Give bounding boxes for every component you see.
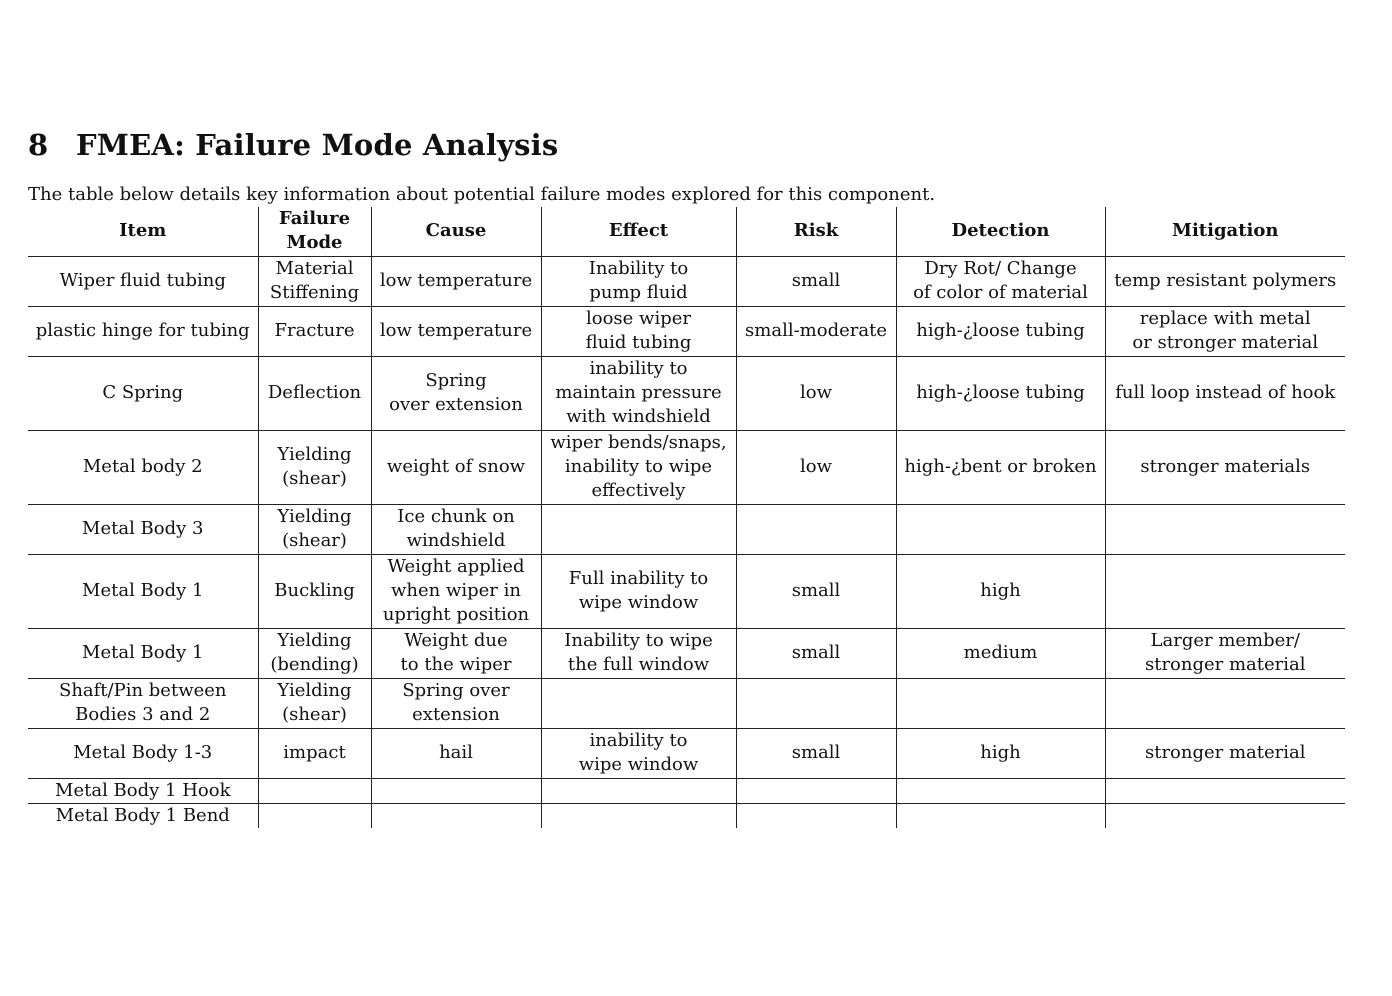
- cell-text: small-moderate: [745, 320, 887, 341]
- cell-risk: [736, 430, 896, 504]
- cell-item: [28, 778, 258, 803]
- cell-text: Ice chunk on: [397, 506, 515, 527]
- cell-text: high-¿bent or broken: [904, 456, 1097, 477]
- cell-text: windshield: [406, 530, 506, 551]
- section-heading: [28, 128, 558, 162]
- table-row: [28, 728, 1345, 778]
- cell-text: Metal Body 1 Hook: [55, 779, 231, 801]
- cell-failure-mode: [258, 256, 371, 306]
- cell-failure-mode: [258, 728, 371, 778]
- cell-text: to the wiper: [400, 654, 512, 675]
- cell-effect: [541, 628, 736, 678]
- cell-effect: [541, 256, 736, 306]
- cell-text: stronger materials: [1140, 456, 1311, 477]
- cell-effect: [541, 356, 736, 430]
- cell-detection: [896, 803, 1105, 828]
- cell-text: Stiffening: [269, 282, 360, 303]
- cell-item: [28, 504, 258, 554]
- cell-item: [28, 628, 258, 678]
- table-row: [28, 554, 1345, 628]
- cell-text: loose wiper: [586, 308, 691, 329]
- cell-text: pump fluid: [589, 282, 688, 303]
- cell-effect: [541, 430, 736, 504]
- cell-text: full loop instead of hook: [1115, 382, 1336, 403]
- cell-detection: [896, 430, 1105, 504]
- cell-text: stronger material: [1144, 654, 1306, 675]
- cell-item: [28, 256, 258, 306]
- fmea-table-body: [28, 256, 1345, 828]
- table-row: [28, 628, 1345, 678]
- cell-failure-mode: [258, 306, 371, 356]
- cell-text: high: [980, 580, 1021, 601]
- cell-text: Fracture: [274, 320, 355, 341]
- cell-text: the full window: [567, 654, 710, 675]
- cell-text: (bending): [270, 654, 359, 675]
- cell-text: low temperature: [379, 270, 533, 291]
- cell-text: low: [799, 456, 832, 477]
- cell-text: Metal body 2: [82, 456, 203, 477]
- cell-text: weight of snow: [386, 456, 526, 477]
- cell-text: wiper bends/snaps,: [550, 432, 727, 453]
- cell-mitigation: [1105, 778, 1345, 803]
- cell-detection: [896, 554, 1105, 628]
- cell-detection: [896, 728, 1105, 778]
- cell-failure-mode: [258, 356, 371, 430]
- cell-text: upright position: [382, 604, 530, 625]
- cell-text: maintain pressure: [555, 382, 722, 403]
- fmea-table: [28, 207, 1345, 828]
- cell-text: Yielding: [277, 680, 352, 701]
- cell-text: small: [791, 642, 841, 663]
- header-detection: [896, 207, 1105, 256]
- cell-mitigation: [1105, 256, 1345, 306]
- cell-cause: [371, 728, 541, 778]
- cell-text: Spring: [425, 370, 487, 391]
- cell-cause: [371, 678, 541, 728]
- cell-text: Bodies 3 and 2: [75, 704, 211, 725]
- cell-detection: [896, 628, 1105, 678]
- cell-text: (shear): [282, 704, 347, 725]
- cell-mitigation: [1105, 628, 1345, 678]
- cell-risk: [736, 356, 896, 430]
- header-label: Mitigation: [1172, 220, 1279, 242]
- cell-failure-mode: [258, 554, 371, 628]
- header-risk: [736, 207, 896, 256]
- table-row: [28, 778, 1345, 803]
- cell-text: Yielding: [277, 630, 352, 651]
- cell-effect: [541, 678, 736, 728]
- cell-risk: [736, 803, 896, 828]
- fmea-table-header: [28, 207, 1345, 256]
- cell-text: extension: [412, 704, 500, 725]
- cell-text: Metal Body 1: [82, 642, 204, 663]
- cell-mitigation: [1105, 504, 1345, 554]
- table-row: [28, 306, 1345, 356]
- table-row: [28, 678, 1345, 728]
- cell-effect: [541, 504, 736, 554]
- header-failure-mode: [258, 207, 371, 256]
- table-row: [28, 430, 1345, 504]
- cell-risk: [736, 554, 896, 628]
- cell-text: stronger material: [1144, 742, 1306, 763]
- cell-item: [28, 728, 258, 778]
- cell-effect: [541, 306, 736, 356]
- cell-text: or stronger material: [1132, 332, 1319, 353]
- cell-mitigation: [1105, 678, 1345, 728]
- intro-paragraph: The table below details key information about potential failure modes explored for this component.: [28, 184, 936, 205]
- header-label: Effect: [608, 220, 669, 242]
- cell-cause: [371, 256, 541, 306]
- header-label: Failure: [278, 208, 351, 230]
- cell-text: Wiper fluid tubing: [59, 270, 226, 291]
- cell-risk: [736, 256, 896, 306]
- cell-text: with windshield: [566, 406, 711, 427]
- cell-item: [28, 803, 258, 828]
- cell-text: Shaft/Pin between: [58, 680, 227, 701]
- cell-text: inability to: [589, 358, 688, 379]
- cell-effect: [541, 554, 736, 628]
- cell-cause: [371, 306, 541, 356]
- cell-text: wipe window: [578, 754, 699, 775]
- cell-text: Metal Body 1-3: [73, 742, 213, 763]
- cell-mitigation: [1105, 356, 1345, 430]
- cell-text: inability to wipe: [564, 456, 713, 477]
- cell-text: low temperature: [379, 320, 533, 341]
- cell-text: Material: [275, 258, 354, 279]
- header-mitigation: [1105, 207, 1345, 256]
- cell-effect: [541, 728, 736, 778]
- cell-mitigation: [1105, 803, 1345, 828]
- cell-text: small: [791, 742, 841, 763]
- cell-text: C Spring: [102, 382, 184, 403]
- section-title: FMEA: Failure Mode Analysis: [76, 128, 559, 162]
- header-label: Item: [119, 220, 167, 242]
- cell-text: Spring over: [402, 680, 510, 701]
- cell-text: Metal Body 1 Bend: [55, 804, 230, 826]
- cell-text: Inability to: [588, 258, 689, 279]
- cell-text: Weight due: [404, 630, 508, 651]
- cell-effect: [541, 778, 736, 803]
- cell-text: Yielding: [277, 444, 352, 465]
- cell-text: Weight applied: [387, 556, 525, 577]
- table-row: [28, 356, 1345, 430]
- cell-text: Metal Body 3: [82, 518, 204, 539]
- cell-text: high-¿loose tubing: [916, 320, 1085, 341]
- cell-text: (shear): [282, 468, 347, 489]
- cell-text: high-¿loose tubing: [916, 382, 1085, 403]
- cell-text: impact: [283, 742, 346, 763]
- cell-item: [28, 554, 258, 628]
- cell-text: Larger member/: [1150, 630, 1300, 651]
- header-cause: [371, 207, 541, 256]
- cell-text: fluid tubing: [585, 332, 692, 353]
- cell-text: Inability to wipe: [564, 630, 713, 651]
- cell-text: replace with metal: [1139, 308, 1311, 329]
- table-row: [28, 803, 1345, 828]
- cell-text: plastic hinge for tubing: [35, 320, 250, 341]
- cell-failure-mode: [258, 803, 371, 828]
- cell-text: low: [799, 382, 832, 403]
- cell-text: small: [791, 270, 841, 291]
- cell-cause: [371, 356, 541, 430]
- cell-text: of color of material: [913, 282, 1088, 303]
- cell-text: effectively: [591, 480, 686, 501]
- table-row: [28, 504, 1345, 554]
- cell-mitigation: [1105, 554, 1345, 628]
- cell-text: wipe window: [578, 592, 699, 613]
- cell-text: when wiper in: [391, 580, 521, 601]
- cell-text: (shear): [282, 530, 347, 551]
- cell-risk: [736, 628, 896, 678]
- cell-item: [28, 356, 258, 430]
- cell-failure-mode: [258, 430, 371, 504]
- header-label: Cause: [425, 220, 487, 242]
- cell-cause: [371, 778, 541, 803]
- header-label: Mode: [286, 232, 343, 254]
- cell-failure-mode: [258, 778, 371, 803]
- cell-mitigation: [1105, 728, 1345, 778]
- cell-cause: [371, 628, 541, 678]
- cell-risk: [736, 504, 896, 554]
- cell-text: high: [980, 742, 1021, 763]
- header-row: [28, 207, 1345, 256]
- cell-text: Buckling: [274, 580, 355, 601]
- cell-text: inability to: [589, 730, 688, 751]
- cell-risk: [736, 678, 896, 728]
- header-label: Detection: [951, 220, 1050, 242]
- header-label: Risk: [793, 220, 839, 242]
- cell-text: Yielding: [277, 506, 352, 527]
- cell-detection: [896, 356, 1105, 430]
- cell-failure-mode: [258, 504, 371, 554]
- cell-text: temp resistant polymers: [1114, 270, 1337, 291]
- cell-mitigation: [1105, 306, 1345, 356]
- cell-cause: [371, 803, 541, 828]
- cell-effect: [541, 803, 736, 828]
- section-number: 8: [28, 128, 49, 162]
- cell-detection: [896, 678, 1105, 728]
- cell-text: hail: [439, 742, 473, 763]
- table-row: [28, 256, 1345, 306]
- cell-text: Deflection: [267, 382, 362, 403]
- cell-cause: [371, 554, 541, 628]
- cell-detection: [896, 306, 1105, 356]
- cell-text: Full inability to: [568, 568, 709, 589]
- cell-text: medium: [963, 642, 1038, 663]
- cell-text: small: [791, 580, 841, 601]
- cell-text: over extension: [389, 394, 523, 415]
- cell-item: [28, 430, 258, 504]
- cell-risk: [736, 778, 896, 803]
- cell-detection: [896, 504, 1105, 554]
- cell-detection: [896, 778, 1105, 803]
- cell-failure-mode: [258, 678, 371, 728]
- cell-risk: [736, 306, 896, 356]
- cell-cause: [371, 504, 541, 554]
- cell-text: Metal Body 1: [82, 580, 204, 601]
- header-effect: [541, 207, 736, 256]
- cell-item: [28, 678, 258, 728]
- cell-text: Dry Rot/ Change: [924, 258, 1077, 279]
- header-item: [28, 207, 258, 256]
- cell-item: [28, 306, 258, 356]
- cell-risk: [736, 728, 896, 778]
- cell-detection: [896, 256, 1105, 306]
- cell-failure-mode: [258, 628, 371, 678]
- cell-cause: [371, 430, 541, 504]
- cell-mitigation: [1105, 430, 1345, 504]
